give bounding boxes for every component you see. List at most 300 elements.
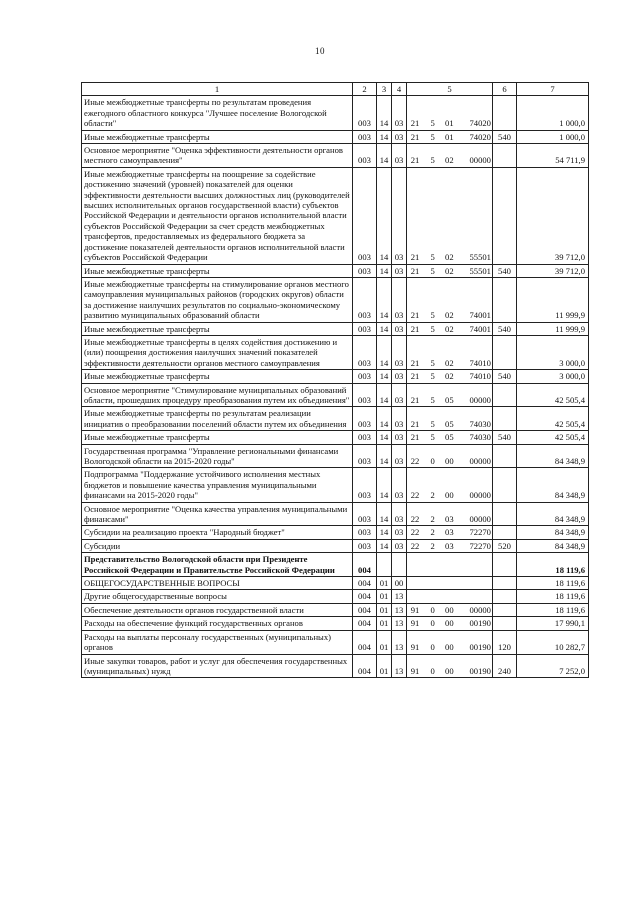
row-vr-cell: 540 bbox=[493, 431, 517, 444]
target-code-part: 05 bbox=[445, 394, 454, 405]
row-pr-cell: 03 bbox=[392, 130, 407, 143]
table-row bbox=[82, 617, 589, 630]
row-vr-cell bbox=[493, 277, 517, 322]
target-code-part: 91 bbox=[410, 642, 420, 653]
row-rz-cell: 01 bbox=[377, 590, 392, 603]
row-target-code-cell bbox=[407, 526, 493, 539]
target-code-part: 02 bbox=[445, 265, 454, 276]
row-rz-cell: 01 bbox=[377, 603, 392, 616]
target-code-part: 0 bbox=[430, 618, 435, 629]
table-row bbox=[82, 264, 589, 277]
row-sum-cell: 39 712,0 bbox=[517, 264, 589, 277]
target-code-part: 0 bbox=[430, 456, 435, 466]
target-code-part: 21 bbox=[410, 432, 420, 443]
table-row bbox=[82, 277, 589, 322]
row-target-code-cell bbox=[407, 335, 493, 369]
target-code-part: 05 bbox=[445, 418, 454, 429]
row-target-code-cell bbox=[407, 654, 493, 678]
target-code-part: 21 bbox=[410, 310, 420, 321]
target-code-part: 00190 bbox=[469, 642, 491, 653]
header-cell: 5 bbox=[407, 83, 493, 96]
row-name-cell: Иные межбюджетные трансферты bbox=[82, 431, 353, 444]
target-code bbox=[407, 490, 492, 500]
row-ved-cell: 003 bbox=[353, 431, 377, 444]
row-vr-cell bbox=[493, 144, 517, 168]
target-code bbox=[407, 456, 492, 466]
row-ved-cell: 003 bbox=[353, 526, 377, 539]
row-ved-cell: 003 bbox=[353, 370, 377, 383]
row-target-code-cell bbox=[407, 167, 493, 264]
table-row bbox=[82, 144, 589, 168]
row-rz-cell: 01 bbox=[377, 630, 392, 654]
page-number: 10 bbox=[315, 46, 325, 56]
row-name-cell: Государственная программа "Управление региональными финансами Вологодской области на 2015-2020 годы" bbox=[82, 444, 353, 468]
row-target-code-cell bbox=[407, 144, 493, 168]
target-code-part: 02 bbox=[445, 357, 454, 368]
row-pr-cell: 03 bbox=[392, 264, 407, 277]
target-code-part: 00 bbox=[445, 618, 454, 629]
target-code-part: 02 bbox=[445, 371, 454, 382]
row-ved-cell: 003 bbox=[353, 130, 377, 143]
table-row bbox=[82, 654, 589, 678]
row-name-cell: Основное мероприятие "Оценка качества управления муниципальными финансами" bbox=[82, 502, 353, 526]
target-code-part: 03 bbox=[445, 527, 454, 538]
target-code-part: 74020 bbox=[469, 131, 491, 142]
row-ved-cell: 003 bbox=[353, 407, 377, 431]
row-sum-cell: 39 712,0 bbox=[517, 167, 589, 264]
row-name-cell: Иные межбюджетные трансферты bbox=[82, 130, 353, 143]
row-pr-cell: 13 bbox=[392, 654, 407, 678]
row-ved-cell: 003 bbox=[353, 444, 377, 468]
table-row bbox=[82, 96, 589, 130]
target-code-part: 74010 bbox=[469, 371, 491, 382]
row-pr-cell: 13 bbox=[392, 617, 407, 630]
table-row bbox=[82, 468, 589, 502]
table-row bbox=[82, 431, 589, 444]
row-rz-cell: 01 bbox=[377, 577, 392, 590]
table-row bbox=[82, 383, 589, 407]
target-code-part: 91 bbox=[410, 665, 420, 676]
target-code bbox=[407, 118, 492, 128]
table-row bbox=[82, 370, 589, 383]
row-name-cell: Иные межбюджетные трансферты в целях содействия достижению и (или) поощрения достижения наилучших значений показателей эффективности деятельности органов местного самоуправления bbox=[82, 335, 353, 369]
row-pr-cell: 03 bbox=[392, 502, 407, 526]
row-ved-cell: 003 bbox=[353, 96, 377, 130]
target-code-part: 74020 bbox=[469, 118, 491, 129]
target-code bbox=[407, 419, 492, 429]
row-rz-cell: 01 bbox=[377, 654, 392, 678]
target-code-part: 72270 bbox=[469, 540, 491, 551]
target-code bbox=[407, 371, 492, 381]
row-name-cell: Иные межбюджетные трансферты по результатам реализации инициатив о преобразовании поселений области путем их объединения bbox=[82, 407, 353, 431]
table-row bbox=[82, 130, 589, 143]
target-code-part: 02 bbox=[445, 155, 454, 166]
row-vr-cell bbox=[493, 617, 517, 630]
target-code-part: 74001 bbox=[469, 323, 491, 334]
target-code-part: 21 bbox=[410, 357, 420, 368]
row-target-code-cell bbox=[407, 630, 493, 654]
target-code-part: 5 bbox=[430, 371, 435, 382]
row-vr-cell: 120 bbox=[493, 630, 517, 654]
row-sum-cell: 84 348,9 bbox=[517, 444, 589, 468]
row-sum-cell: 42 505,4 bbox=[517, 407, 589, 431]
row-sum-cell: 3 000,0 bbox=[517, 335, 589, 369]
row-sum-cell: 54 711,9 bbox=[517, 144, 589, 168]
row-ved-cell: 003 bbox=[353, 277, 377, 322]
row-name-cell: Иные межбюджетные трансферты bbox=[82, 370, 353, 383]
row-pr-cell: 03 bbox=[392, 444, 407, 468]
row-rz-cell: 14 bbox=[377, 539, 392, 552]
row-sum-cell: 18 119,6 bbox=[517, 590, 589, 603]
row-target-code-cell bbox=[407, 539, 493, 552]
target-code-part: 2 bbox=[430, 527, 435, 538]
row-rz-cell: 14 bbox=[377, 322, 392, 335]
target-code bbox=[407, 132, 492, 142]
row-ved-cell: 004 bbox=[353, 603, 377, 616]
target-code-part: 74030 bbox=[469, 418, 491, 429]
row-target-code-cell bbox=[407, 502, 493, 526]
row-target-code-cell bbox=[407, 590, 493, 603]
target-code-part: 02 bbox=[445, 310, 454, 321]
row-name-cell: Обеспечение деятельности органов государственной власти bbox=[82, 603, 353, 616]
row-sum-cell: 1 000,0 bbox=[517, 130, 589, 143]
target-code bbox=[407, 605, 492, 615]
row-vr-cell bbox=[493, 468, 517, 502]
target-code-part: 21 bbox=[410, 118, 420, 129]
target-code-part: 00 bbox=[445, 456, 454, 466]
target-code-part: 5 bbox=[430, 118, 435, 129]
target-code-part: 74010 bbox=[469, 357, 491, 368]
row-target-code-cell bbox=[407, 407, 493, 431]
row-name-cell: Иные межбюджетные трансферты bbox=[82, 264, 353, 277]
table-row bbox=[82, 407, 589, 431]
target-code-part: 5 bbox=[430, 310, 435, 321]
target-code bbox=[407, 541, 492, 551]
target-code-part: 00 bbox=[445, 604, 454, 615]
target-code-part: 00190 bbox=[469, 665, 491, 676]
row-sum-cell: 18 119,6 bbox=[517, 577, 589, 590]
target-code-part: 2 bbox=[430, 514, 435, 525]
row-name-cell: Иные межбюджетные трансферты на стимулирование органов местного самоуправления муниципальных районов (городских округов) области за достижение наилучших результатов по социально-экономическому развитию муниципальных образований области bbox=[82, 277, 353, 322]
target-code-part: 21 bbox=[410, 265, 420, 276]
row-name-cell: Основное мероприятие "Стимулирование муниципальных образований области, прошедших процедуру преобразования путем их объединения" bbox=[82, 383, 353, 407]
row-target-code-cell bbox=[407, 617, 493, 630]
target-code-part: 03 bbox=[445, 514, 454, 525]
header-cell: 4 bbox=[392, 83, 407, 96]
target-code bbox=[407, 642, 492, 652]
target-code-part: 21 bbox=[410, 155, 420, 166]
table-row bbox=[82, 444, 589, 468]
target-code-part: 0 bbox=[430, 665, 435, 676]
row-rz-cell: 14 bbox=[377, 407, 392, 431]
target-code-part: 5 bbox=[430, 131, 435, 142]
row-ved-cell: 004 bbox=[353, 630, 377, 654]
row-target-code-cell bbox=[407, 553, 493, 577]
target-code bbox=[407, 266, 492, 276]
table-row bbox=[82, 630, 589, 654]
row-name-cell: Субсидии bbox=[82, 539, 353, 552]
target-code bbox=[407, 432, 492, 442]
target-code-part: 55501 bbox=[469, 252, 491, 263]
target-code-part: 00 bbox=[445, 642, 454, 653]
row-pr-cell bbox=[392, 553, 407, 577]
table-row bbox=[82, 335, 589, 369]
table-row bbox=[82, 577, 589, 590]
target-code-part: 0 bbox=[430, 604, 435, 615]
row-ved-cell: 003 bbox=[353, 502, 377, 526]
target-code-part: 00000 bbox=[469, 490, 491, 501]
row-rz-cell bbox=[377, 553, 392, 577]
budget-table bbox=[81, 82, 589, 678]
target-code bbox=[407, 310, 492, 320]
row-pr-cell: 13 bbox=[392, 603, 407, 616]
row-pr-cell: 03 bbox=[392, 370, 407, 383]
table-row bbox=[82, 590, 589, 603]
target-code-part: 5 bbox=[430, 265, 435, 276]
row-rz-cell: 14 bbox=[377, 431, 392, 444]
target-code-part: 00000 bbox=[469, 155, 491, 166]
row-ved-cell: 003 bbox=[353, 468, 377, 502]
row-vr-cell: 540 bbox=[493, 130, 517, 143]
row-pr-cell: 03 bbox=[392, 431, 407, 444]
table-header-row bbox=[82, 83, 589, 96]
row-rz-cell: 14 bbox=[377, 444, 392, 468]
target-code-part: 21 bbox=[410, 371, 420, 382]
row-ved-cell: 003 bbox=[353, 383, 377, 407]
target-code-part: 2 bbox=[430, 540, 435, 551]
row-name-cell: Иные межбюджетные трансферты на поощрение за содействие достижению значений (уровней) показателей для оценки эффективности деятельности высших должностных лиц (руководителей высших исполнительных органов государственной власти) субъектов Российской Федерации и деятельности органов исполнительной власти субъектов Российской Федерации за счет средств межбюджетных трансфертов, предоставляемых из федерального бюджета за достижение показателей деятельности органов исполнительной власти субъектов Российской Федерации bbox=[82, 167, 353, 264]
target-code-part: 5 bbox=[430, 323, 435, 334]
row-target-code-cell bbox=[407, 577, 493, 590]
row-rz-cell: 14 bbox=[377, 144, 392, 168]
target-code-part: 00 bbox=[445, 490, 454, 501]
target-code-part: 91 bbox=[410, 618, 420, 629]
target-code-part: 22 bbox=[410, 514, 420, 525]
table-row bbox=[82, 539, 589, 552]
row-pr-cell: 03 bbox=[392, 144, 407, 168]
target-code bbox=[407, 395, 492, 405]
row-ved-cell: 003 bbox=[353, 144, 377, 168]
row-pr-cell: 03 bbox=[392, 407, 407, 431]
target-code bbox=[407, 324, 492, 334]
target-code-part: 5 bbox=[430, 394, 435, 405]
row-pr-cell: 03 bbox=[392, 322, 407, 335]
row-vr-cell bbox=[493, 444, 517, 468]
row-rz-cell: 01 bbox=[377, 617, 392, 630]
target-code bbox=[407, 618, 492, 628]
target-code-part: 5 bbox=[430, 252, 435, 263]
row-pr-cell: 03 bbox=[392, 383, 407, 407]
target-code-part: 72270 bbox=[469, 527, 491, 538]
row-target-code-cell bbox=[407, 96, 493, 130]
target-code bbox=[407, 252, 492, 262]
row-name-cell: ОБЩЕГОСУДАРСТВЕННЫЕ ВОПРОСЫ bbox=[82, 577, 353, 590]
header-cell: 2 bbox=[353, 83, 377, 96]
row-vr-cell bbox=[493, 603, 517, 616]
row-rz-cell: 14 bbox=[377, 264, 392, 277]
row-pr-cell: 03 bbox=[392, 526, 407, 539]
row-vr-cell: 520 bbox=[493, 539, 517, 552]
target-code bbox=[407, 358, 492, 368]
target-code-part: 5 bbox=[430, 418, 435, 429]
table-row bbox=[82, 603, 589, 616]
target-code-part: 21 bbox=[410, 252, 420, 263]
target-code-part: 0 bbox=[430, 642, 435, 653]
row-target-code-cell bbox=[407, 130, 493, 143]
target-code-part: 00000 bbox=[469, 604, 491, 615]
row-ved-cell: 004 bbox=[353, 617, 377, 630]
target-code-part: 22 bbox=[410, 527, 420, 538]
row-sum-cell: 42 505,4 bbox=[517, 431, 589, 444]
row-target-code-cell bbox=[407, 468, 493, 502]
row-vr-cell bbox=[493, 526, 517, 539]
table-row bbox=[82, 502, 589, 526]
row-pr-cell: 03 bbox=[392, 277, 407, 322]
row-rz-cell: 14 bbox=[377, 370, 392, 383]
row-rz-cell: 14 bbox=[377, 468, 392, 502]
target-code-part: 02 bbox=[445, 323, 454, 334]
row-sum-cell: 7 252,0 bbox=[517, 654, 589, 678]
row-ved-cell: 004 bbox=[353, 590, 377, 603]
row-ved-cell: 004 bbox=[353, 553, 377, 577]
row-vr-cell bbox=[493, 407, 517, 431]
target-code-part: 00000 bbox=[469, 394, 491, 405]
header-cell: 1 bbox=[82, 83, 353, 96]
row-sum-cell: 10 282,7 bbox=[517, 630, 589, 654]
target-code-part: 01 bbox=[445, 131, 454, 142]
row-pr-cell: 03 bbox=[392, 468, 407, 502]
header-cell: 3 bbox=[377, 83, 392, 96]
row-target-code-cell bbox=[407, 431, 493, 444]
row-sum-cell: 84 348,9 bbox=[517, 526, 589, 539]
row-sum-cell: 84 348,9 bbox=[517, 539, 589, 552]
row-name-cell: Иные межбюджетные трансферты bbox=[82, 322, 353, 335]
row-vr-cell bbox=[493, 335, 517, 369]
target-code-part: 5 bbox=[430, 155, 435, 166]
row-pr-cell: 03 bbox=[392, 539, 407, 552]
row-vr-cell: 240 bbox=[493, 654, 517, 678]
row-rz-cell: 14 bbox=[377, 335, 392, 369]
table-row bbox=[82, 322, 589, 335]
target-code-part: 2 bbox=[430, 490, 435, 501]
target-code-part: 03 bbox=[445, 540, 454, 551]
row-ved-cell: 003 bbox=[353, 335, 377, 369]
row-vr-cell bbox=[493, 590, 517, 603]
target-code-part: 21 bbox=[410, 323, 420, 334]
row-rz-cell: 14 bbox=[377, 383, 392, 407]
row-sum-cell: 42 505,4 bbox=[517, 383, 589, 407]
target-code-part: 55501 bbox=[469, 265, 491, 276]
row-target-code-cell bbox=[407, 383, 493, 407]
row-target-code-cell bbox=[407, 444, 493, 468]
target-code-part: 91 bbox=[410, 604, 420, 615]
row-vr-cell: 540 bbox=[493, 322, 517, 335]
row-pr-cell: 03 bbox=[392, 96, 407, 130]
target-code bbox=[407, 666, 492, 676]
row-name-cell: Другие общегосударственные вопросы bbox=[82, 590, 353, 603]
row-vr-cell bbox=[493, 502, 517, 526]
row-pr-cell: 03 bbox=[392, 335, 407, 369]
row-sum-cell: 17 990,1 bbox=[517, 617, 589, 630]
row-vr-cell: 540 bbox=[493, 264, 517, 277]
row-target-code-cell bbox=[407, 603, 493, 616]
row-ved-cell: 003 bbox=[353, 322, 377, 335]
row-target-code-cell bbox=[407, 322, 493, 335]
row-rz-cell: 14 bbox=[377, 167, 392, 264]
row-sum-cell: 18 119,6 bbox=[517, 603, 589, 616]
target-code-part: 00 bbox=[445, 665, 454, 676]
header-cell: 6 bbox=[493, 83, 517, 96]
row-ved-cell: 003 bbox=[353, 167, 377, 264]
target-code bbox=[407, 155, 492, 165]
row-sum-cell: 11 999,9 bbox=[517, 322, 589, 335]
target-code-part: 5 bbox=[430, 432, 435, 443]
target-code-part: 00000 bbox=[469, 514, 491, 525]
row-ved-cell: 004 bbox=[353, 577, 377, 590]
target-code-part: 21 bbox=[410, 131, 420, 142]
row-sum-cell: 3 000,0 bbox=[517, 370, 589, 383]
row-target-code-cell bbox=[407, 370, 493, 383]
target-code-part: 02 bbox=[445, 252, 454, 263]
target-code-part: 21 bbox=[410, 394, 420, 405]
row-name-cell: Подпрограмма "Поддержание устойчивого исполнения местных бюджетов и повышение качества управления муниципальными финансами на 2015-2020 годы" bbox=[82, 468, 353, 502]
row-name-cell: Субсидии на реализацию проекта "Народный бюджет" bbox=[82, 526, 353, 539]
row-sum-cell: 84 348,9 bbox=[517, 502, 589, 526]
row-sum-cell: 18 119,6 bbox=[517, 553, 589, 577]
row-rz-cell: 14 bbox=[377, 502, 392, 526]
target-code-part: 74030 bbox=[469, 432, 491, 443]
row-name-cell: Расходы на выплаты персоналу государственных (муниципальных) органов bbox=[82, 630, 353, 654]
target-code-part: 22 bbox=[410, 540, 420, 551]
row-vr-cell: 540 bbox=[493, 370, 517, 383]
row-rz-cell: 14 bbox=[377, 277, 392, 322]
row-name-cell: Представительство Вологодской области при Президенте Российской Федерации и Правительстве Российской Федерации bbox=[82, 553, 353, 577]
row-ved-cell: 003 bbox=[353, 264, 377, 277]
row-target-code-cell bbox=[407, 264, 493, 277]
row-name-cell: Иные закупки товаров, работ и услуг для обеспечения государственных (муниципальных) нужд bbox=[82, 654, 353, 678]
target-code-part: 22 bbox=[410, 490, 420, 501]
row-ved-cell: 003 bbox=[353, 539, 377, 552]
row-vr-cell bbox=[493, 383, 517, 407]
row-pr-cell: 03 bbox=[392, 167, 407, 264]
row-rz-cell: 14 bbox=[377, 130, 392, 143]
row-name-cell: Основное мероприятие "Оценка эффективности деятельности органов местного самоуправления" bbox=[82, 144, 353, 168]
row-ved-cell: 004 bbox=[353, 654, 377, 678]
target-code-part: 05 bbox=[445, 432, 454, 443]
table-row bbox=[82, 526, 589, 539]
table-row bbox=[82, 167, 589, 264]
target-code-part: 22 bbox=[410, 456, 420, 466]
row-pr-cell: 00 bbox=[392, 577, 407, 590]
target-code-part: 00000 bbox=[469, 456, 491, 466]
target-code-part: 01 bbox=[445, 118, 454, 129]
target-code-part: 5 bbox=[430, 357, 435, 368]
row-rz-cell: 14 bbox=[377, 96, 392, 130]
row-sum-cell: 1 000,0 bbox=[517, 96, 589, 130]
row-sum-cell: 11 999,9 bbox=[517, 277, 589, 322]
header-cell: 7 bbox=[517, 83, 589, 96]
target-code-part: 74001 bbox=[469, 310, 491, 321]
row-pr-cell: 13 bbox=[392, 630, 407, 654]
row-sum-cell: 84 348,9 bbox=[517, 468, 589, 502]
target-code-part: 21 bbox=[410, 418, 420, 429]
row-pr-cell: 13 bbox=[392, 590, 407, 603]
target-code-part: 00190 bbox=[469, 618, 491, 629]
row-name-cell: Иные межбюджетные трансферты по результатам проведения ежегодного областного конкурса "Лучшее поселение Вологодской области" bbox=[82, 96, 353, 130]
row-vr-cell bbox=[493, 167, 517, 264]
row-vr-cell bbox=[493, 553, 517, 577]
target-code bbox=[407, 527, 492, 537]
